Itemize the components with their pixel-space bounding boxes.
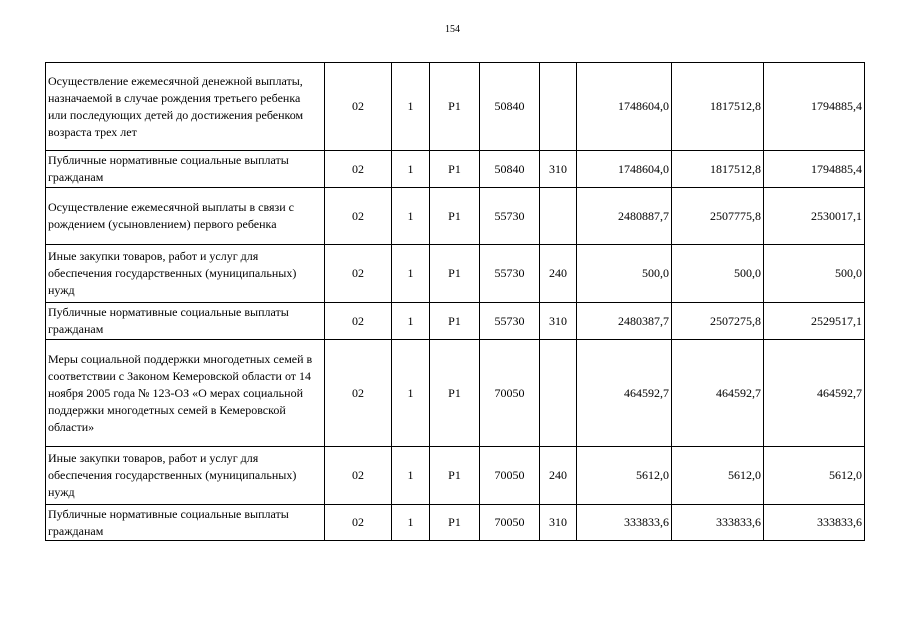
expense-name-cell: Иные закупки товаров, работ и услуг для обеспечения государственных (муниципальных) нужд [46,447,325,505]
direction-code-cell: 55730 [480,245,540,303]
expense-name-cell: Осуществление ежемесячной выплаты в связи с рождением (усыновлением) первого ребенка [46,188,325,245]
section-code-cell: 02 [325,188,392,245]
amount-year3-cell: 5612,0 [764,447,865,505]
table-row [46,505,865,541]
amount-year3-cell: 1794885,4 [764,151,865,188]
section-code-cell: 02 [325,63,392,151]
page-number: 154 [445,24,460,35]
program-code-cell: P1 [430,151,480,188]
program-code-cell: P1 [430,63,480,151]
amount-year2-cell: 2507275,8 [672,303,764,340]
expense-type-cell: 310 [540,303,577,340]
subsection-code-cell: 1 [392,505,430,541]
subsection-code-cell: 1 [392,245,430,303]
program-code-cell: P1 [430,340,480,447]
section-code-cell: 02 [325,303,392,340]
expense-name-cell: Публичные нормативные социальные выплаты гражданам [46,151,325,188]
table-row [46,447,865,505]
subsection-code-cell: 1 [392,340,430,447]
direction-code-cell: 70050 [480,340,540,447]
table-row [46,188,865,245]
subsection-code-cell: 1 [392,188,430,245]
amount-year1-cell: 1748604,0 [577,151,672,188]
expense-type-cell: 310 [540,505,577,541]
subsection-code-cell: 1 [392,447,430,505]
section-code-cell: 02 [325,245,392,303]
table-row [46,63,865,151]
section-code-cell: 02 [325,505,392,541]
amount-year1-cell: 5612,0 [577,447,672,505]
expense-type-cell [540,63,577,151]
expense-type-cell [540,340,577,447]
expense-name-cell: Меры социальной поддержки многодетных семей в соответствии с Законом Кемеровской области от 14 ноября 2005 года № 123-ОЗ «О мерах социальной поддержки многодетных семей в Кемеровской области» [46,340,325,447]
subsection-code-cell: 1 [392,151,430,188]
amount-year3-cell: 2529517,1 [764,303,865,340]
expense-type-cell: 240 [540,245,577,303]
amount-year2-cell: 2507775,8 [672,188,764,245]
amount-year2-cell: 1817512,8 [672,151,764,188]
expense-name-cell: Осуществление ежемесячной денежной выплаты, назначаемой в случае рождения третьего ребенка или последующих детей до достижения ребенком возраста трех лет [46,63,325,151]
amount-year1-cell: 1748604,0 [577,63,672,151]
amount-year3-cell: 500,0 [764,245,865,303]
program-code-cell: P1 [430,303,480,340]
table-row [46,303,865,340]
amount-year3-cell: 2530017,1 [764,188,865,245]
direction-code-cell: 70050 [480,505,540,541]
amount-year1-cell: 2480887,7 [577,188,672,245]
expense-name-cell: Иные закупки товаров, работ и услуг для обеспечения государственных (муниципальных) нужд [46,245,325,303]
direction-code-cell: 50840 [480,151,540,188]
budget-table [45,62,865,541]
amount-year2-cell: 500,0 [672,245,764,303]
program-code-cell: P1 [430,447,480,505]
amount-year3-cell: 1794885,4 [764,63,865,151]
program-code-cell: P1 [430,188,480,245]
amount-year2-cell: 1817512,8 [672,63,764,151]
section-code-cell: 02 [325,447,392,505]
program-code-cell: P1 [430,505,480,541]
amount-year2-cell: 464592,7 [672,340,764,447]
expense-type-cell: 240 [540,447,577,505]
amount-year1-cell: 500,0 [577,245,672,303]
expense-name-cell: Публичные нормативные социальные выплаты гражданам [46,505,325,541]
direction-code-cell: 50840 [480,63,540,151]
amount-year2-cell: 5612,0 [672,447,764,505]
subsection-code-cell: 1 [392,303,430,340]
expense-name-cell: Публичные нормативные социальные выплаты гражданам [46,303,325,340]
subsection-code-cell: 1 [392,63,430,151]
expense-type-cell [540,188,577,245]
amount-year1-cell: 464592,7 [577,340,672,447]
amount-year1-cell: 2480387,7 [577,303,672,340]
amount-year1-cell: 333833,6 [577,505,672,541]
program-code-cell: P1 [430,245,480,303]
direction-code-cell: 55730 [480,188,540,245]
section-code-cell: 02 [325,340,392,447]
expense-type-cell: 310 [540,151,577,188]
direction-code-cell: 70050 [480,447,540,505]
direction-code-cell: 55730 [480,303,540,340]
amount-year3-cell: 464592,7 [764,340,865,447]
amount-year3-cell: 333833,6 [764,505,865,541]
table-row [46,151,865,188]
section-code-cell: 02 [325,151,392,188]
table-row [46,245,865,303]
table-row [46,340,865,447]
amount-year2-cell: 333833,6 [672,505,764,541]
